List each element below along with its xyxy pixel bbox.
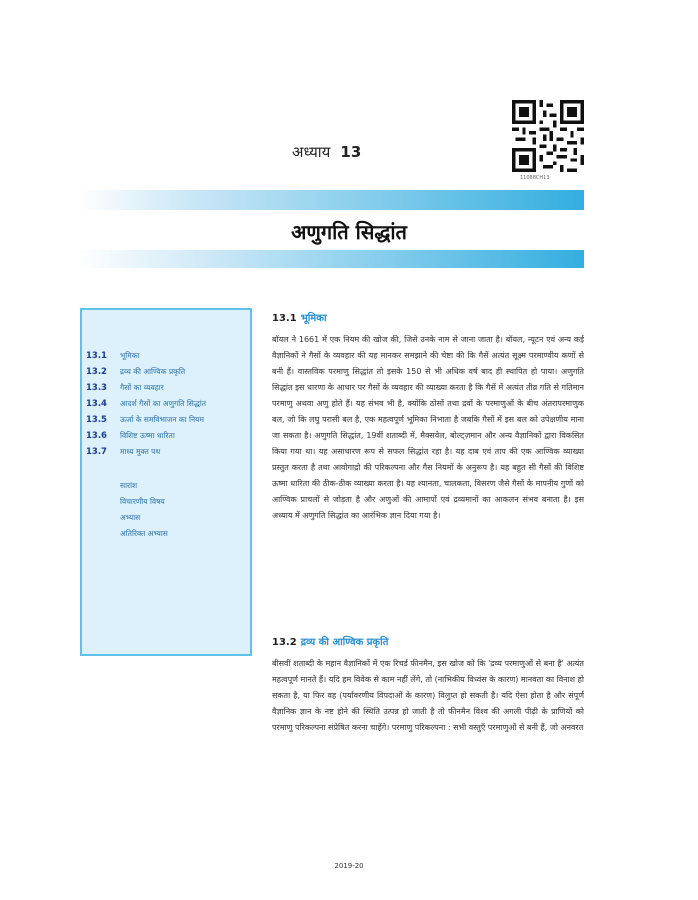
toc-list — [86, 348, 250, 460]
section-name: द्रव्य की आण्विक प्रकृति — [300, 637, 389, 648]
toc-item-number: 13.5 — [86, 415, 107, 425]
chapter-word: अध्याय — [292, 143, 331, 161]
qr-caption: 11088CH13 — [520, 175, 550, 181]
toc-extra-exercises[interactable]: अभ्यास — [120, 513, 141, 522]
chapter-title: अणुगति सिद्धांत — [291, 220, 407, 244]
toc-extra-summary[interactable]: सारांश — [120, 481, 138, 490]
toc-item-label: द्रव्य की आण्विक प्रकृति — [120, 367, 186, 376]
toc-item-number: 13.4 — [86, 399, 107, 409]
toc-item[interactable] — [86, 428, 250, 444]
page-footer-year: 2019-20 — [334, 862, 364, 870]
toc-item[interactable] — [86, 396, 250, 412]
section-paragraph-introduction: बॉयल ने 1661 में एक नियम की खोज की, जिसे उनके नाम से जाना जाता है। बॉयल, न्यूटन एवं अन्य कई वैज्ञानिकों ने गैसों के व्यवहार की यह मानकर समझाने की चेष्टा की कि गैसें अत्यंत सूक्ष्म परमाण्वीय कणों से बनी हैं। वास्तविक परमाणु सिद्धांत तो इसके 150 से भी अधिक वर्ष बाद ही स्थापित हो पाया। अणुगति सिद्धांत इस धारणा के आधार पर गैसों के व्यवहार की व्याख्या करता है कि गैसें में अत्यंत तीव्र गति से गतिमान परमाणु अथवा अणु होते हैं। यह संभव भी है, क्योंकि ठोसों तथा द्रवों के परमाणुओं के बीच अंतरापरमाणुक बल, जो कि लघु परासी बल है, एक महत्वपूर्ण भूमिका निभाता है जबकि गैसों में इस बल को उपेक्षणीय माना जा सकता है। अणुगति सिद्धांत, 19वीं शताब्दी में, मैक्सवेल, बोल्ट्ज़मान और अन्य वैज्ञानिकों द्वारा विकसित किया गया था। यह असाधारण रूप से सफल सिद्धांत रहा है। यह दाब एवं ताप की एक आण्विक व्याख्या प्रस्तुत करता है तथा आवोगाद्रो की परिकल्पना और गैस नियमों के अनुरूप है। यह बहुत सी गैसों की विशिष्ट ऊष्मा धारिता की ठीक-ठीक व्याख्या करता है। यह श्यानता, चालकता, विसरण जैसे गैसों के मापनीय गुणों को आण्विक प्राचलों से जोड़ता है और अणुओं की आमापों एवं द्रव्यमानों का आकलन संभव बनाता है। इस अध्याय में अणुगति सिद्धांत का आरंभिक ज्ञान दिया गया है। — [272, 335, 584, 520]
section-heading-molecular-nature — [272, 634, 388, 648]
toc-item-label: विशिष्ट ऊष्मा धारिता — [120, 431, 175, 440]
toc-item-label: माध्य मुक्त पथ — [120, 447, 161, 456]
toc-item[interactable] — [86, 348, 250, 364]
section-number: 13.2 — [272, 637, 297, 648]
toc-item-number: 13.1 — [86, 351, 107, 361]
toc-extras — [120, 478, 168, 542]
section-heading-introduction — [272, 310, 327, 324]
section-paragraph-molecular-nature: बीसवीं शताब्दी के महान वैज्ञानिकों में एक रिचर्ड फीनमैन, इस खोज को कि 'द्रव्य परमाणुओं से बना है' अत्यंत महत्वपूर्ण मानते हैं। यदि हम विवेक से काम नहीं लेंगे, तो (नाभिकीय विध्वंस के कारण) मानवता का विनाश हो सकता है, या फिर वह (पर्यावरणीय विपदाओं के कारण) विलुप्त हो सकती है। यदि ऐसा होता है और संपूर्ण वैज्ञानिक ज्ञान के नष्ट होने की स्थिति उत्पन्न हो जाती है तो फीनमैन विश्व की अगली पीढ़ी के प्राणियों को परमाणु परिकल्पना संप्रेषित करना चाहेंगे। परमाणु परिकल्पना : सभी वस्तुएँ परमाणुओं से बनी हैं, जो अनवरत — [272, 659, 584, 732]
header-band-top — [78, 190, 584, 210]
qr-code-icon — [512, 100, 584, 172]
toc-item[interactable] — [86, 380, 250, 396]
toc-item-number: 13.2 — [86, 367, 107, 377]
toc-item-label: आदर्श गैसों का अणुगति सिद्धांत — [120, 399, 207, 408]
toc-extra-additional-exercises[interactable]: अतिरिक्त अभ्यास — [120, 529, 168, 538]
section-number: 13.1 — [272, 313, 297, 324]
chapter-number: 13 — [340, 143, 362, 161]
toc-item-label: गैसों का व्यवहार — [120, 383, 164, 392]
toc-item-label: भूमिका — [120, 351, 140, 360]
toc-item-number: 13.6 — [86, 431, 107, 441]
contents-sidebar — [80, 308, 252, 656]
toc-extra-points-to-ponder[interactable]: विचारणीय विषय — [120, 497, 165, 506]
section-name: भूमिका — [300, 313, 327, 324]
header-band-bottom — [78, 250, 584, 268]
toc-item-label: ऊर्जा के समविभाजन का नियम — [120, 415, 204, 424]
chapter-label — [292, 142, 361, 162]
toc-item[interactable] — [86, 412, 250, 428]
toc-item-number: 13.7 — [86, 447, 107, 457]
toc-item-number: 13.3 — [86, 383, 107, 393]
toc-item[interactable] — [86, 364, 250, 380]
toc-item[interactable] — [86, 444, 250, 460]
